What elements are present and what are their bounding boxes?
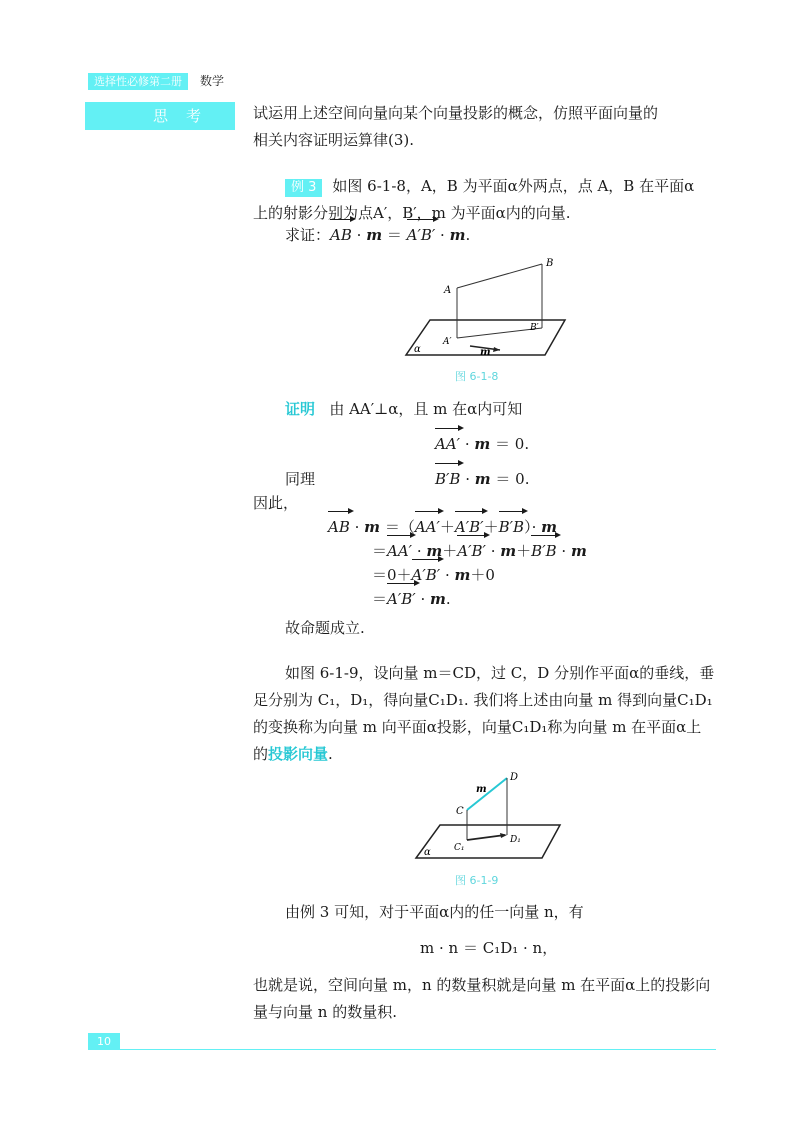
label-m: m — [480, 347, 491, 358]
para3-line-1: 由例 3 可知，对于平面α内的任一向量 n，有 — [285, 903, 584, 921]
segment-AB — [457, 264, 542, 288]
proof-intro-line — [285, 396, 765, 423]
vector-C1D1-arrow — [500, 833, 507, 838]
proof-conclusion: 故命题成立. — [285, 619, 365, 637]
para2-line-4 — [253, 741, 733, 768]
example-label: 例 3 — [285, 179, 322, 197]
prove-line: 求证：AB · m ＝ A′B′ · m. — [285, 222, 765, 249]
example-text-1: 如图 6-1-8，A，B 为平面α外两点，点 A，B 在平面α — [332, 177, 695, 195]
proof-label: 证明 — [285, 400, 316, 418]
label-A1: A′ — [443, 337, 452, 347]
vector-C1D1 — [467, 835, 505, 840]
proof-eq-5: ＝0＋A′B′ · m＋0 — [372, 562, 800, 589]
think-label: 思考 — [85, 102, 235, 130]
think-line-1: 试运用上述空间向量向某个向量投影的概念，仿照平面向量的 — [253, 104, 659, 122]
para2-line-2: 足分别为 C₁，D₁，得向量C₁D₁. 我们将上述由向量 m 得到向量C₁D₁ — [253, 691, 713, 709]
label-B1: B′ — [530, 323, 539, 333]
book-tag: 选择性必修第二册 — [88, 73, 188, 90]
think-line-2: 相关内容证明运算律(3). — [253, 131, 415, 149]
para2-line-3: 的变换称为向量 m 向平面α投影，向量C₁D₁称为向量 m 在平面α上 — [253, 718, 702, 736]
example-line-2: 上的射影分别为点A′，B′，m 为平面α内的向量. — [253, 204, 571, 222]
prove-prefix: 求证： — [285, 226, 331, 244]
proof-eq-4: ＝AA′ · m＋A′B′ · m＋B′B · m — [372, 538, 800, 565]
vector-CD — [467, 778, 507, 810]
label-A: A — [444, 285, 452, 296]
footer-line — [120, 1049, 716, 1050]
para3-line-2: 也就是说，空间向量 m，n 的数量积就是向量 m 在平面α上的投影向 — [253, 976, 711, 994]
label-D1: D₁ — [510, 835, 521, 845]
label-m-2: m — [476, 784, 487, 795]
proof-same: 同理 — [285, 470, 316, 488]
term-projection-vector: 投影向量 — [268, 745, 329, 763]
page-number: 10 — [88, 1033, 120, 1050]
example-line-1 — [285, 173, 735, 200]
proof-intro: 由 AA′⊥α，且 m 在α内可知 — [329, 400, 523, 418]
proof-eq-3: AB · m ＝（AA′＋A′B′＋B′B）· m — [328, 514, 800, 541]
figure-6-1-8 — [400, 258, 575, 363]
proof-eq-2: B′B · m ＝ 0. — [435, 466, 800, 493]
proof-eq-6: ＝A′B′ · m. — [372, 586, 800, 613]
label-D: D — [510, 772, 519, 783]
label-C: C — [456, 806, 464, 817]
subject-label: 数学 — [200, 74, 225, 88]
para3-formula: m · n ＝ C₁D₁ · n， — [420, 939, 558, 957]
label-C1: C₁ — [454, 843, 465, 853]
plane-alpha-2 — [416, 825, 560, 858]
figure-2-caption: 图 6-1-9 — [455, 874, 499, 887]
para2-line-4-prefix: 的 — [253, 745, 269, 763]
label-alpha-2: α — [424, 847, 431, 858]
label-alpha: α — [414, 344, 421, 355]
proof-eq-1: AA′ · m ＝ 0. — [435, 431, 800, 458]
vector-m-arrow — [493, 347, 500, 352]
figure-1-caption: 图 6-1-8 — [455, 370, 499, 383]
para3-line-3: 量与向量 n 的数量积. — [253, 1003, 397, 1021]
para2-line-1: 如图 6-1-9，设向量 m＝CD，过 C，D 分别作平面α的垂线，垂 — [285, 664, 715, 682]
figure-6-1-9 — [410, 770, 570, 865]
label-B: B — [546, 258, 554, 269]
proof-therefore: 因此， — [253, 494, 299, 512]
para2-line-4-suffix: . — [328, 745, 333, 763]
